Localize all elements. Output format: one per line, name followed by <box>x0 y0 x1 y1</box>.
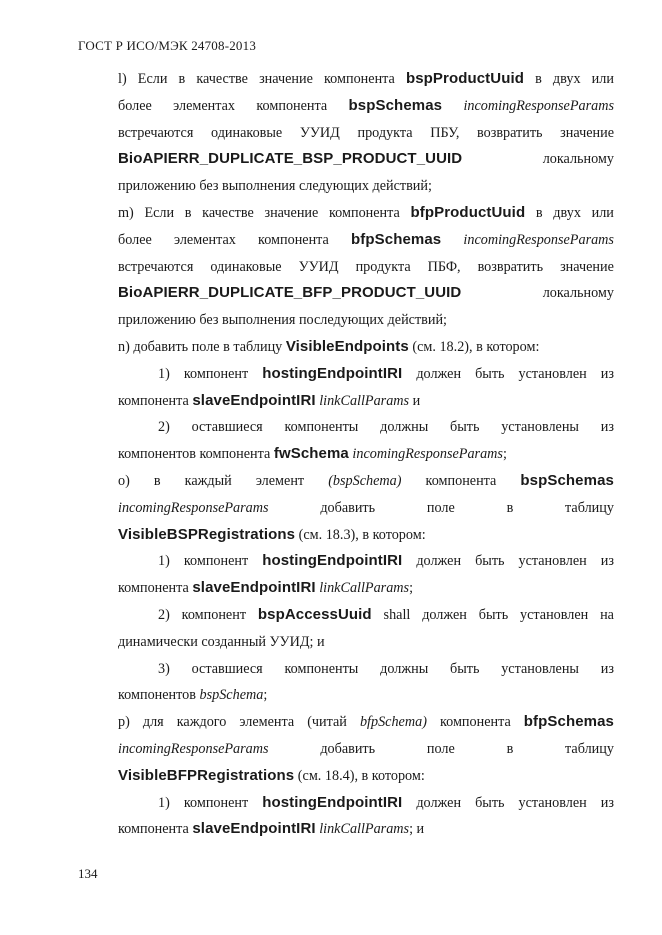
text-segment: в <box>178 71 186 87</box>
text-segment: 2) <box>158 419 170 436</box>
text-segment: из <box>600 794 614 811</box>
text-segment: таблицу <box>565 499 614 516</box>
italic-term: bspSchema <box>199 687 264 704</box>
text-segment: в <box>506 499 514 516</box>
text-line <box>118 120 614 147</box>
italic-term: incomingResponseParams <box>463 231 614 248</box>
text-segment: приложению без выполнения последующих действий; <box>118 312 447 329</box>
text-segment: установлен <box>520 606 589 623</box>
text-segment: 1) <box>158 553 170 570</box>
text-segment: компонентов компонента <box>118 446 274 463</box>
text-segment: в <box>535 204 543 221</box>
text-segment: (см. 18.4), в котором: <box>294 767 425 784</box>
component-name: slaveEndpointIRI <box>192 391 316 409</box>
italic-term: (bspSchema) <box>328 472 402 489</box>
text-segment: для <box>142 714 164 731</box>
text-segment: Если <box>144 204 175 221</box>
text-line <box>118 495 614 522</box>
component-name: hostingEndpointIRI <box>262 793 403 811</box>
text-segment: одинаковые <box>210 258 282 275</box>
text-segment: ; <box>409 580 414 597</box>
text-line <box>118 736 614 763</box>
text-segment: установлены <box>501 419 579 436</box>
text-segment: одинаковые <box>211 124 283 141</box>
text-segment: компоненты <box>284 419 359 436</box>
text-segment: качестве <box>196 71 248 87</box>
text-segment: p) <box>118 714 130 731</box>
text-segment: УУИД <box>298 258 339 275</box>
text-segment: каждый <box>184 472 232 489</box>
text-segment: должны <box>380 660 429 677</box>
component-name: bspProductUuid <box>405 70 524 87</box>
component-name: bspSchemas <box>520 471 614 489</box>
italic-term: incomingResponseParams <box>463 97 614 114</box>
italic-term: bfpSchema) <box>359 714 427 731</box>
text-segment: компонент <box>181 606 247 623</box>
text-line <box>118 361 614 388</box>
text-segment: возвратить <box>477 258 544 275</box>
text-segment: компонента <box>258 231 329 248</box>
text-line <box>118 200 614 227</box>
text-segment: установлен <box>518 365 587 382</box>
component-name: hostingEndpointIRI <box>262 552 403 570</box>
text-segment: динамически созданный УУИД; и <box>118 633 325 650</box>
text-segment: компонента <box>256 97 328 114</box>
text-segment: (читай <box>307 714 347 731</box>
italic-term: incomingResponseParams <box>118 499 269 516</box>
text-segment: компонентов <box>118 687 200 704</box>
text-segment: компонента <box>324 71 395 87</box>
text-line <box>118 548 614 575</box>
text-segment: ; <box>263 687 268 704</box>
text-segment: быть <box>475 553 505 570</box>
text-line <box>118 709 614 736</box>
text-segment: приложению без выполнения следующих действий; <box>118 178 432 195</box>
text-segment: добавить <box>320 740 376 757</box>
text-segment: из <box>600 660 614 677</box>
text-segment: ; <box>502 446 507 463</box>
text-segment: компонент <box>183 553 249 570</box>
text-line <box>118 656 614 683</box>
text-segment: добавить <box>320 499 376 516</box>
text-segment: n) добавить поле в таблицу <box>118 338 286 355</box>
text-segment: компонента <box>118 821 193 838</box>
component-name: bspSchemas <box>348 96 443 114</box>
text-segment: быть <box>475 794 505 811</box>
text-segment: должен <box>416 794 462 811</box>
text-segment: оставшиеся <box>191 419 263 436</box>
text-line <box>118 468 614 495</box>
text-segment: быть <box>478 606 509 623</box>
italic-term: incomingResponseParams <box>118 740 269 757</box>
text-segment: таблицу <box>565 740 614 757</box>
text-segment: 2) <box>158 606 170 623</box>
text-segment: установлен <box>518 553 587 570</box>
text-segment: более <box>118 231 152 248</box>
text-line <box>118 146 614 173</box>
text-segment: продукта <box>357 124 413 141</box>
text-segment: двух <box>552 71 581 87</box>
text-segment: более <box>118 97 152 114</box>
text-segment: компоненты <box>284 660 359 677</box>
component-name: bfpSchemas <box>351 230 442 248</box>
text-segment: должен <box>416 365 462 382</box>
text-segment: (см. 18.3), в котором: <box>295 526 426 543</box>
text-segment: компонента <box>329 204 400 221</box>
component-name: bspAccessUuid <box>257 605 372 623</box>
text-segment: ПБУ, <box>430 124 460 141</box>
text-segment: shall <box>383 606 411 623</box>
text-segment: компонента <box>439 714 511 731</box>
text-line <box>118 790 614 817</box>
text-segment: или <box>591 71 614 87</box>
text-line <box>118 816 614 843</box>
component-name: bfpSchemas <box>523 713 614 731</box>
text-segment: значение <box>560 124 614 141</box>
text-segment: в <box>184 204 192 221</box>
document-body <box>118 66 614 843</box>
text-segment: должны <box>380 419 429 436</box>
text-segment: встречаются <box>118 258 194 275</box>
italic-term: linkCallParams <box>319 821 410 838</box>
text-segment: значение <box>264 204 319 221</box>
text-segment: компонент <box>183 365 249 382</box>
text-segment: возвратить <box>477 124 543 141</box>
text-segment: быть <box>450 419 480 436</box>
text-line <box>118 173 614 200</box>
text-segment: качестве <box>202 204 254 221</box>
text-line <box>118 575 614 602</box>
text-segment: из <box>600 553 614 570</box>
italic-term: incomingResponseParams <box>352 446 503 463</box>
text-segment: компонента <box>118 392 193 409</box>
text-segment: оставшиеся <box>191 660 263 677</box>
text-segment: 1) <box>158 365 170 382</box>
text-segment: элемента <box>239 714 295 731</box>
text-segment: установлен <box>518 794 587 811</box>
text-line <box>118 307 614 334</box>
text-segment: ПБФ, <box>427 258 461 275</box>
text-segment: значение <box>560 258 614 275</box>
text-line <box>118 334 614 361</box>
component-name: BioAPIERR_DUPLICATE_BSP_PRODUCT_UUID <box>118 150 463 168</box>
text-segment: быть <box>475 365 505 382</box>
component-name: VisibleBFPRegistrations <box>118 766 295 784</box>
component-name: fwSchema <box>273 445 349 463</box>
text-line <box>118 602 614 629</box>
text-segment: двух <box>553 204 581 221</box>
text-segment: и <box>409 392 421 409</box>
text-line <box>118 280 614 307</box>
text-segment: значение <box>259 71 313 87</box>
text-segment: локальному <box>542 151 614 168</box>
component-name: BioAPIERR_DUPLICATE_BFP_PRODUCT_UUID <box>118 284 462 302</box>
component-name: VisibleBSPRegistrations <box>118 525 296 543</box>
text-segment: ; и <box>409 821 425 838</box>
text-segment: из <box>600 365 614 382</box>
text-segment: (см. 18.2), в котором: <box>408 338 540 355</box>
text-line <box>118 254 614 281</box>
text-segment: каждого <box>176 714 227 731</box>
component-name: hostingEndpointIRI <box>262 364 403 382</box>
italic-term: linkCallParams <box>319 392 410 409</box>
text-line <box>118 93 614 120</box>
text-line <box>118 388 614 415</box>
text-line <box>118 441 614 468</box>
text-segment: в <box>535 71 542 87</box>
text-line <box>118 763 614 790</box>
text-segment: должен <box>422 606 467 623</box>
text-segment: m) <box>118 204 134 221</box>
text-segment: поле <box>426 740 455 757</box>
text-segment: быть <box>450 660 480 677</box>
text-segment: установлены <box>501 660 579 677</box>
text-segment: локальному <box>542 285 614 302</box>
text-line <box>118 414 614 441</box>
text-segment: o) <box>118 472 130 489</box>
text-segment: элементах <box>174 231 236 248</box>
text-segment: из <box>600 419 614 436</box>
component-name: VisibleEndpoints <box>285 337 409 355</box>
page-header: ГОСТ Р ИСО/МЭК 24708-2013 <box>78 38 257 53</box>
text-line <box>118 66 614 93</box>
text-line <box>118 522 614 549</box>
text-segment: элемент <box>255 472 305 489</box>
page-number: 134 <box>78 866 98 881</box>
text-line <box>118 629 614 656</box>
text-segment: 1) <box>158 794 170 811</box>
text-segment: или <box>591 204 614 221</box>
text-segment: компонента <box>118 580 193 597</box>
text-segment: в <box>153 472 161 489</box>
text-segment: продукта <box>355 258 411 275</box>
text-line <box>118 227 614 254</box>
text-segment: элементах <box>173 97 236 114</box>
text-segment: УУИД <box>299 124 340 141</box>
text-segment: 3) <box>158 660 170 677</box>
text-segment: поле <box>426 499 455 516</box>
text-segment: Если <box>137 71 168 87</box>
text-line <box>118 682 614 709</box>
text-segment: на <box>600 606 614 623</box>
component-name: bfpProductUuid <box>410 203 526 221</box>
text-segment: должен <box>416 553 462 570</box>
text-segment: компонент <box>183 794 249 811</box>
component-name: slaveEndpointIRI <box>192 820 316 838</box>
text-segment: в <box>506 740 514 757</box>
text-segment: компонента <box>425 472 497 489</box>
component-name: slaveEndpointIRI <box>192 579 316 597</box>
text-segment: l) <box>118 71 127 87</box>
text-segment: встречаются <box>118 124 194 141</box>
italic-term: linkCallParams <box>319 580 410 597</box>
